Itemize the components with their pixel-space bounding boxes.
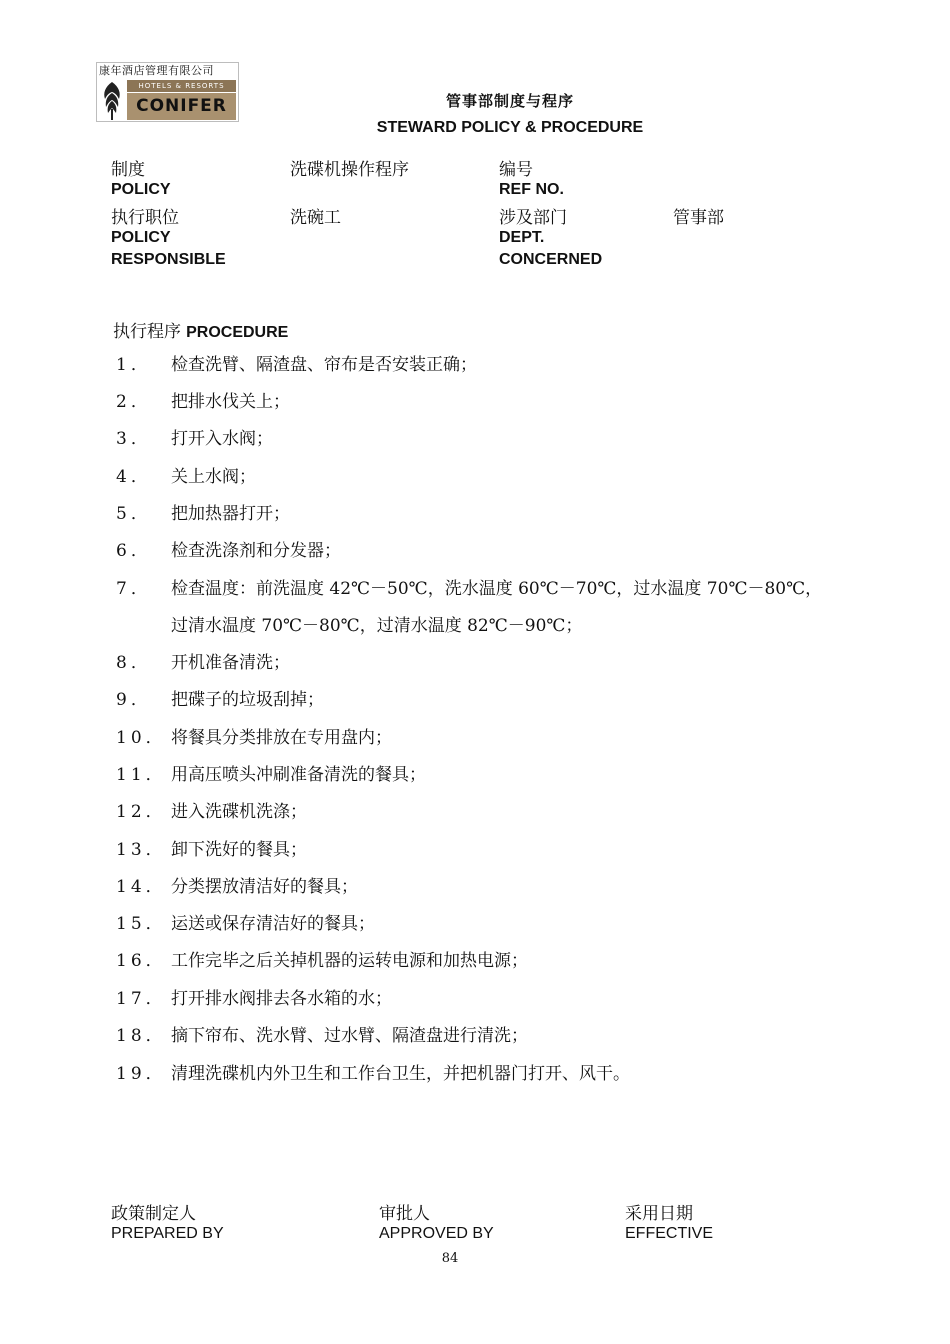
step-number: 12． bbox=[116, 802, 167, 822]
effective-date-label-en: EFFECTIVE bbox=[625, 1225, 714, 1242]
step-number: 6． bbox=[116, 541, 152, 561]
procedure-step bbox=[116, 1025, 528, 1047]
procedure-step bbox=[116, 801, 307, 823]
procedure-step bbox=[116, 466, 256, 488]
step-text: 检查洗臂、隔渣盘、帘布是否安装正确； bbox=[171, 355, 477, 375]
logo-brand: CONIFER bbox=[127, 93, 236, 120]
procedure-step bbox=[116, 913, 375, 935]
step-number: 15． bbox=[116, 914, 167, 934]
responsible-label-en-1: POLICY bbox=[111, 229, 171, 246]
step-number: 16． bbox=[116, 951, 167, 971]
step-text: 摘下帘布、洗水臂、过水臂、隔渣盘进行清洗； bbox=[171, 1026, 528, 1046]
step-text: 开机准备清洗； bbox=[171, 653, 290, 673]
prepared-by-label-cn: 政策制定人 bbox=[111, 1204, 196, 1224]
step-number: 10． bbox=[116, 728, 167, 748]
procedure-step bbox=[116, 578, 822, 600]
policy-label-cn: 制度 bbox=[111, 160, 145, 180]
approved-by-label-en: APPROVED BY bbox=[379, 1225, 494, 1242]
procedure-step bbox=[116, 1063, 630, 1085]
step-text: 工作完毕之后关掉机器的运转电源和加热电源； bbox=[171, 951, 528, 971]
document-title-cn: 管事部制度与程序 bbox=[445, 92, 574, 110]
procedure-heading-cn: 执行程序 bbox=[113, 322, 181, 342]
procedure-step bbox=[116, 950, 528, 972]
procedure-step bbox=[116, 764, 426, 786]
procedure-step bbox=[116, 839, 307, 861]
approved-by-label-cn: 审批人 bbox=[379, 1204, 430, 1224]
step-number: 4． bbox=[116, 467, 152, 487]
procedure-step bbox=[116, 652, 290, 674]
step-number: 9． bbox=[116, 690, 152, 710]
document-title-en: STEWARD POLICY & PROCEDURE bbox=[376, 119, 644, 136]
step-text: 把碟子的垃圾刮掉； bbox=[171, 690, 324, 710]
procedure-step bbox=[116, 689, 324, 711]
step-number: 8． bbox=[116, 653, 152, 673]
step-text: 检查洗涤剂和分发器； bbox=[171, 541, 341, 561]
step-text: 清理洗碟机内外卫生和工作台卫生，并把机器门打开、风干。 bbox=[171, 1064, 630, 1084]
step-text: 分类摆放清洁好的餐具； bbox=[171, 877, 358, 897]
ref-label-en: REF NO. bbox=[499, 181, 564, 198]
page-number: 84 bbox=[441, 1251, 459, 1266]
step-text-continued: 过清水温度 70℃－80℃，过清水温度 82℃－90℃； bbox=[171, 616, 583, 636]
step-text: 将餐具分类排放在专用盘内； bbox=[171, 728, 392, 748]
effective-date-label-cn: 采用日期 bbox=[625, 1204, 693, 1224]
logo-subtitle: HOTELS & RESORTS bbox=[127, 80, 236, 92]
step-number: 17． bbox=[116, 989, 167, 1009]
step-text: 用高压喷头冲刷准备清洗的餐具； bbox=[171, 765, 426, 785]
procedure-step bbox=[116, 391, 290, 413]
step-number: 7． bbox=[116, 579, 152, 599]
step-text: 打开入水阀； bbox=[171, 429, 273, 449]
policy-label-en: POLICY bbox=[111, 181, 171, 198]
step-text: 把加热器打开； bbox=[171, 504, 290, 524]
logo-company-name: 康年酒店管理有限公司 bbox=[99, 64, 214, 77]
procedure-heading bbox=[113, 317, 288, 342]
dept-value: 管事部 bbox=[673, 208, 724, 228]
step-text: 把排水伐关上； bbox=[171, 392, 290, 412]
procedure-step bbox=[116, 428, 273, 450]
step-number: 13． bbox=[116, 840, 167, 860]
responsible-label-en-2: RESPONSIBLE bbox=[111, 251, 226, 268]
step-number: 1． bbox=[116, 355, 152, 375]
step-text: 打开排水阀排去各水箱的水； bbox=[171, 989, 392, 1009]
step-text: 卸下洗好的餐具； bbox=[171, 840, 307, 860]
responsible-value: 洗碗工 bbox=[290, 208, 341, 228]
step-number: 18． bbox=[116, 1026, 167, 1046]
step-number: 19． bbox=[116, 1064, 167, 1084]
procedure-step bbox=[116, 988, 392, 1010]
tree-emblem-icon bbox=[99, 79, 125, 121]
step-text: 检查温度：前洗温度 42℃－50℃，洗水温度 60℃－70℃，过水温度 70℃－80℃， bbox=[171, 579, 823, 599]
step-number: 2． bbox=[116, 392, 152, 412]
prepared-by-label-en: PREPARED BY bbox=[111, 1225, 224, 1242]
procedure-step bbox=[116, 876, 358, 898]
step-text: 运送或保存清洁好的餐具； bbox=[171, 914, 375, 934]
step-text: 进入洗碟机洗涤； bbox=[171, 802, 307, 822]
dept-label-en-2: CONCERNED bbox=[499, 251, 603, 268]
procedure-step bbox=[116, 503, 290, 525]
dept-label-en-1: DEPT. bbox=[499, 229, 545, 246]
step-number: 14． bbox=[116, 877, 167, 897]
procedure-step bbox=[116, 540, 341, 562]
company-logo bbox=[96, 62, 239, 122]
step-number: 11． bbox=[116, 765, 167, 785]
ref-label-cn: 编号 bbox=[499, 160, 533, 180]
policy-value: 洗碟机操作程序 bbox=[290, 160, 409, 180]
procedure-heading-en: PROCEDURE bbox=[186, 324, 289, 341]
responsible-label-cn: 执行职位 bbox=[111, 208, 179, 228]
step-number: 5． bbox=[116, 504, 152, 524]
step-number: 3． bbox=[116, 429, 152, 449]
procedure-step bbox=[116, 727, 392, 749]
dept-label-cn: 涉及部门 bbox=[499, 208, 567, 228]
procedure-step bbox=[116, 354, 477, 376]
step-text: 关上水阀； bbox=[171, 467, 256, 487]
